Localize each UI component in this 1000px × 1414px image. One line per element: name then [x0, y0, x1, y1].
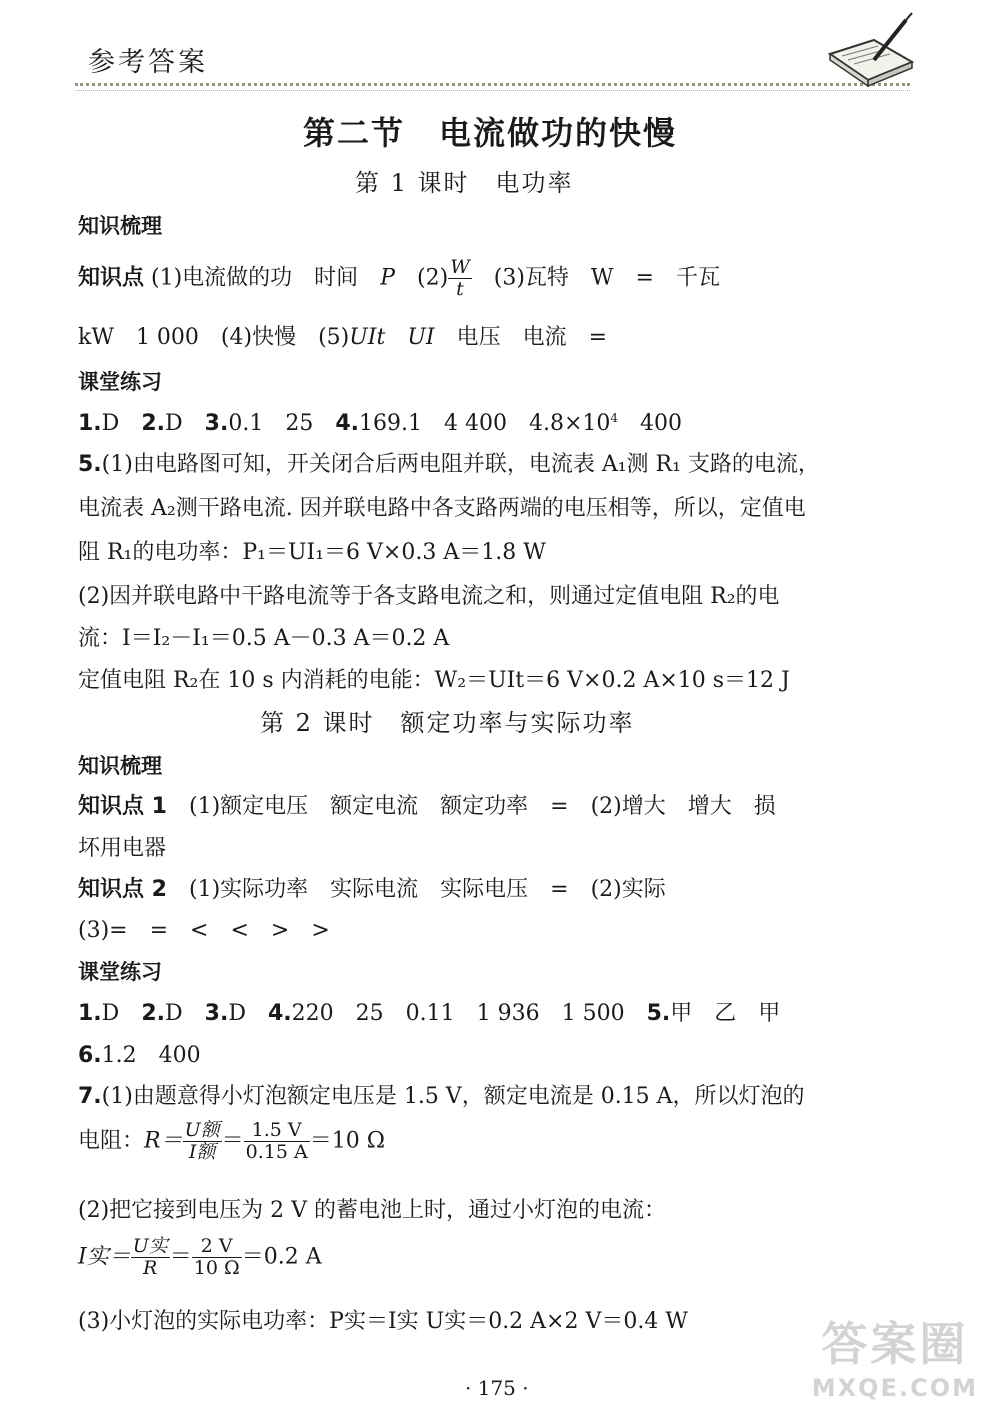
frac-num: 1.5 V [244, 1120, 310, 1142]
l2-q5-answer: 甲 乙 甲 [670, 1001, 781, 1026]
l2-q3-answer: D [228, 1001, 246, 1026]
q4-exponent: 4 [610, 411, 619, 425]
lesson2-ketang: 课堂练习 [78, 960, 162, 984]
frac-den: t [456, 277, 464, 300]
q7-result-resistance: ＝10 Ω [309, 1128, 385, 1154]
watermark-title: 答案圈 [821, 1317, 969, 1371]
lesson1-ketang: 课堂练习 [78, 370, 162, 394]
q5-line5: 流：I＝I₂－I₁＝0.5 A－0.3 A＝0.2 A [78, 626, 450, 651]
lesson1-heading: 第 1 课时 电功率 [355, 169, 574, 197]
lesson2-kp1-line2: 坏用电器 [78, 836, 167, 861]
header-rule-secondary [75, 90, 910, 91]
lesson1-kp-line1 [78, 257, 720, 300]
q7-r-symbol: R＝ [144, 1128, 183, 1154]
l2-q6-answer: 1.2 400 [101, 1043, 201, 1068]
q4-num: 4. [335, 411, 359, 436]
frac-num: U实 [132, 1235, 168, 1257]
u-over-i-fraction [183, 1120, 222, 1163]
lesson2-answer-6 [78, 1038, 201, 1069]
l2-q1-num: 1. [78, 1001, 102, 1026]
kp-ui: UI [407, 325, 435, 350]
kp-line2-b: 电压 电流 = [456, 325, 608, 350]
l2-q5-num: 5. [646, 1001, 671, 1026]
q5-line6: 定值电阻 R₂在 10 s 内消耗的电能：W₂＝UIt＝6 V×0.2 A×10 s＝12 J [78, 668, 790, 693]
lesson2-kp1-line1 [78, 789, 776, 820]
2v-over-10ohm-fraction [192, 1236, 242, 1279]
frac-den: I额 [188, 1140, 216, 1163]
q7-i-symbol: I实＝ [78, 1244, 131, 1270]
kp-text-a: (1)电流做的功 时间 [151, 265, 381, 291]
frac-num: 2 V [192, 1236, 242, 1258]
section-title: 第二节 电流做功的快慢 [303, 114, 678, 152]
notebook-pen-icon [822, 10, 917, 88]
kp2-label: 知识点 2 [78, 877, 167, 902]
l2-q4-num: 4. [267, 1001, 292, 1026]
q1-num: 1. [78, 411, 102, 436]
q2-answer: D [165, 411, 183, 436]
kp2-text-a: (1)实际功率 实际电流 实际电压 = (2)实际 [188, 877, 666, 902]
frac-num: W [450, 256, 470, 278]
watermark [812, 1308, 978, 1402]
kp-text-c: (3)瓦特 W = 千瓦 [493, 265, 720, 291]
q7-num: 7. [78, 1084, 102, 1109]
l2-q2-answer: D [165, 1001, 183, 1026]
q5-line4: (2)因并联电路中干路电流等于各支路电流之和，则通过定值电阻 R₂的电 [78, 584, 780, 609]
l2-q2-num: 2. [141, 1001, 165, 1026]
q7-line3: (2)把它接到电压为 2 V 的蓄电池上时，通过小灯泡的电流： [78, 1198, 667, 1223]
q5-line1 [78, 447, 820, 478]
lesson2-zhishi-shuli: 知识梳理 [78, 754, 162, 778]
frac-den: 10 Ω [193, 1256, 240, 1279]
header-label: 参考答案 [88, 47, 208, 78]
lesson2-kp2-line1 [78, 872, 666, 903]
q5-line3: 阻 R₁的电功率：P₁＝UI₁＝6 V×0.3 A＝1.8 W [78, 540, 546, 565]
kp-symbol-p: P [380, 265, 395, 291]
frac-den: 0.15 A [245, 1140, 308, 1163]
voltage-over-current-fraction [244, 1120, 310, 1163]
page-number: · 175 · [465, 1376, 529, 1400]
lesson2-heading: 第 2 课时 额定功率与实际功率 [260, 709, 635, 737]
l2-q1-answer: D [101, 1001, 120, 1026]
l2-q3-num: 3. [204, 1001, 229, 1026]
q5-num: 5. [78, 452, 102, 477]
kp1-text-a: (1)额定电压 额定电流 额定功率 = (2)增大 增大 损 [188, 794, 776, 819]
q7-equals: ＝ [221, 1128, 244, 1154]
kp-uit: UIt [349, 325, 386, 350]
frac-num: U额 [184, 1119, 220, 1141]
q3-answer: 0.1 25 [228, 411, 314, 436]
q2-num: 2. [141, 411, 165, 436]
q1-answer: D [101, 411, 120, 436]
lesson2-answers-1-5 [78, 996, 780, 1027]
q7-text-1: (1)由题意得小灯泡额定电压是 1.5 V，额定电流是 0.15 A，所以灯泡的 [101, 1084, 805, 1109]
kp-line2-a: kW 1 000 (4)快慢 (5) [78, 325, 350, 350]
frac-den: R [143, 1256, 158, 1279]
q7-result-current: ＝0.2 A [241, 1244, 322, 1270]
q7-line4 [78, 1236, 322, 1279]
q7-line5: (3)小灯泡的实际电功率：P实＝I实 U实＝0.2 A×2 V＝0.4 W [78, 1309, 688, 1334]
q5-text-1: (1)由电路图可知，开关闭合后两电阻并联，电流表 A₁测 R₁ 支路的电流， [101, 452, 820, 477]
q7-resistance-label: 电阻： [78, 1128, 145, 1154]
header-rule [75, 83, 910, 86]
q7-equals-2: ＝ [169, 1244, 192, 1270]
q5-line2: 电流表 A₂测干路电流. 因并联电路中各支路两端的电压相等，所以，定值电 [78, 496, 806, 521]
q7-line1 [78, 1079, 805, 1110]
kp-text-b: (2) [417, 265, 449, 291]
lesson1-answers-1-4 [78, 406, 682, 437]
lesson1-kp-line2 [78, 320, 607, 351]
l2-q4-answer: 220 25 0.11 1 936 1 500 [291, 1001, 625, 1026]
kp-label: 知识点 [78, 265, 145, 291]
l2-q6-num: 6. [78, 1043, 102, 1068]
w-over-t-fraction [448, 257, 472, 300]
q4-answer: 169.1 4 400 4.8×10 [359, 411, 611, 436]
watermark-url: MXQE.COM [811, 1374, 978, 1402]
lesson2-kp2-line2: (3)= = < < > > [78, 918, 330, 943]
q3-num: 3. [204, 411, 229, 436]
u-over-r-fraction [131, 1236, 170, 1279]
lesson1-zhishi-shuli: 知识梳理 [78, 214, 162, 238]
kp1-label: 知识点 1 [78, 794, 167, 819]
q7-line2 [78, 1120, 385, 1163]
q4-answer-tail: 400 [640, 411, 683, 436]
